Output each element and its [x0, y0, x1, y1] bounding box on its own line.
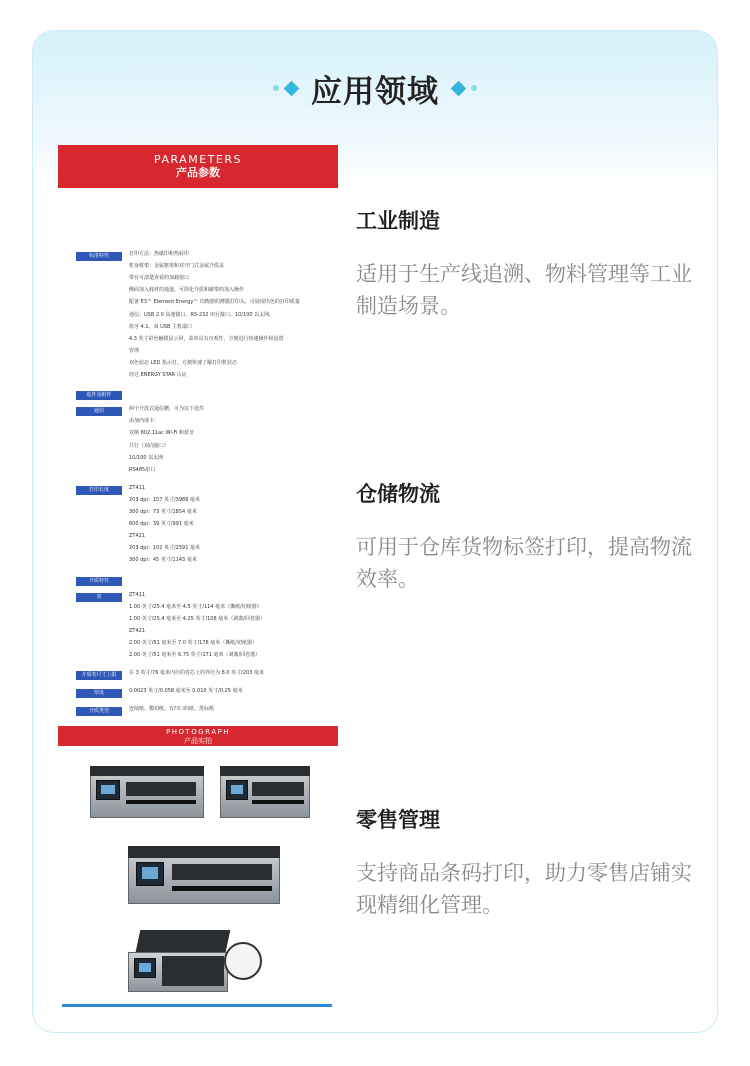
page-title: 应用领域	[311, 73, 439, 110]
parameters-header	[58, 145, 338, 188]
parameter-line: 300 dpi：73 英寸/1854 毫米	[129, 509, 197, 515]
parameter-line: 2.00 英寸/51 毫米至 6.75 英寸/171 毫米（剥离/回卷器）	[129, 652, 261, 659]
printer-image	[90, 766, 204, 818]
parameters-body	[58, 188, 338, 763]
parameter-label: 介质类型	[76, 707, 122, 716]
parameter-label: 选件及附件	[76, 391, 122, 400]
parameter-line: 双色状态 LED 指示灯，方便快速了解打印机状态	[129, 359, 237, 366]
parameter-line: 管理	[129, 347, 140, 354]
parameter-line: 300 dpi：45 英寸/1143 毫米	[129, 557, 197, 564]
parameter-line: 蓝牙 4.1、双 USB 主机端口	[129, 323, 192, 330]
parameter-line: 通信：USB 2.0 高速接口、RS-232 串行接口、10/100 以太网、	[129, 311, 275, 318]
dot-icon	[471, 85, 477, 91]
application-desc-industry: 适用于生产线追溯、物料管理等工业制造场景。	[356, 262, 692, 318]
photo-underline	[62, 1004, 332, 1007]
title-decoration-right	[453, 83, 477, 94]
parameter-line: ZT421	[129, 627, 146, 634]
photograph-title-en: PHOTOGRAPH	[165, 728, 231, 736]
parameter-line: 配备 E3™ Element Energy™ 均衡器的薄膜打印头，可展现出色的打印质量	[129, 299, 300, 306]
parameter-line: 1.00 英寸/25.4 毫米至 4.25 英寸/108 毫米（剥离/回卷器）	[129, 615, 265, 622]
parameter-line: 203 dpi：102 英寸/2591 毫米	[129, 545, 201, 552]
parameter-line: 在 3 英寸/76 毫米内径的卷芯上的外径为 8.0 英寸/203 毫米	[129, 670, 264, 677]
section-header	[0, 66, 750, 110]
parameter-line: 10/100 以太网	[129, 454, 164, 461]
parameter-line: ZT421	[129, 533, 146, 540]
parameters-title-cn: 产品参数	[176, 166, 220, 179]
application-desc-retail: 支持商品条码打印，助力零售店铺实现精细化管理。	[356, 861, 692, 917]
parameter-line: 打印方法：热敏印和热转印	[129, 251, 190, 257]
parameter-line: ZT411	[129, 484, 146, 491]
parameter-label: 介质特性	[76, 577, 122, 586]
application-title-industry: 工业制造	[356, 209, 440, 233]
title-decoration-left	[273, 83, 297, 94]
parameter-line: 侧面加入耗材的通道，可简化介质和碳带的加入操作	[129, 287, 245, 294]
parameter-line: 4.3 英寸彩色触摸显示屏，菜单具有直观性，方便进行快速操作和设置	[129, 335, 284, 342]
parameter-line: 连续纸、模切纸、有凹口的纸、黑标纸	[129, 706, 215, 713]
parameter-line: 2.00 英寸/51 毫米至 7.0 英寸/178 毫米（撕纸/切纸器）	[129, 640, 257, 646]
printer-image-open	[128, 930, 258, 992]
parameter-line: 双频 802.11ac Wi-Fi 和蓝牙	[129, 430, 195, 437]
parameter-label: 打印长度	[76, 486, 122, 495]
dot-icon	[273, 85, 279, 91]
parameter-label: 标准特性	[76, 252, 122, 261]
application-title-retail: 零售管理	[356, 808, 440, 832]
parameters-title-en: PARAMETERS	[154, 153, 242, 166]
photograph-title-cn: 产品实拍	[184, 737, 212, 745]
parameter-line: RS485串口	[129, 466, 156, 473]
parameter-line: 并行（双向接口）	[129, 442, 170, 449]
parameter-label: 介质卷尺寸上限	[76, 671, 122, 680]
parameter-line: 机身框架：金属框架和双开门式金属介质盖	[129, 263, 225, 270]
parameters-document	[58, 145, 338, 763]
parameter-line: 添加内部卡：	[129, 418, 160, 425]
parameter-line: 0.0023 英寸/0.058 毫米至 0.010 英寸/0.25 毫米	[129, 688, 243, 695]
parameter-line: 经过 ENERGY STAR 认证	[129, 372, 187, 378]
parameter-label: 宽	[76, 593, 122, 602]
parameter-line: ZT411	[129, 591, 146, 598]
printer-image	[220, 766, 310, 818]
parameter-line: 203 dpi：157 英寸/3988 毫米	[129, 496, 201, 503]
parameter-label: 通信	[76, 407, 122, 416]
diamond-icon	[284, 80, 300, 96]
parameter-line: 两个开放式通信槽，可为以下选件	[129, 406, 205, 413]
photograph-header	[58, 726, 338, 746]
application-title-logistics: 仓储物流	[356, 482, 440, 506]
parameter-label: 厚度	[76, 689, 122, 698]
parameter-line: 带有可清楚查看的加载窗口	[129, 275, 190, 282]
product-photos	[58, 746, 338, 1008]
printer-image	[128, 846, 280, 904]
application-desc-logistics: 可用于仓库货物标签打印，提高物流效率。	[356, 535, 692, 591]
diamond-icon	[451, 80, 467, 96]
parameter-line: 600 dpi：39 英寸/991 毫米	[129, 521, 194, 528]
parameter-line: 1.00 英寸/25.4 毫米至 4.5 英寸/114 毫米（撕纸/切纸器）	[129, 603, 262, 610]
